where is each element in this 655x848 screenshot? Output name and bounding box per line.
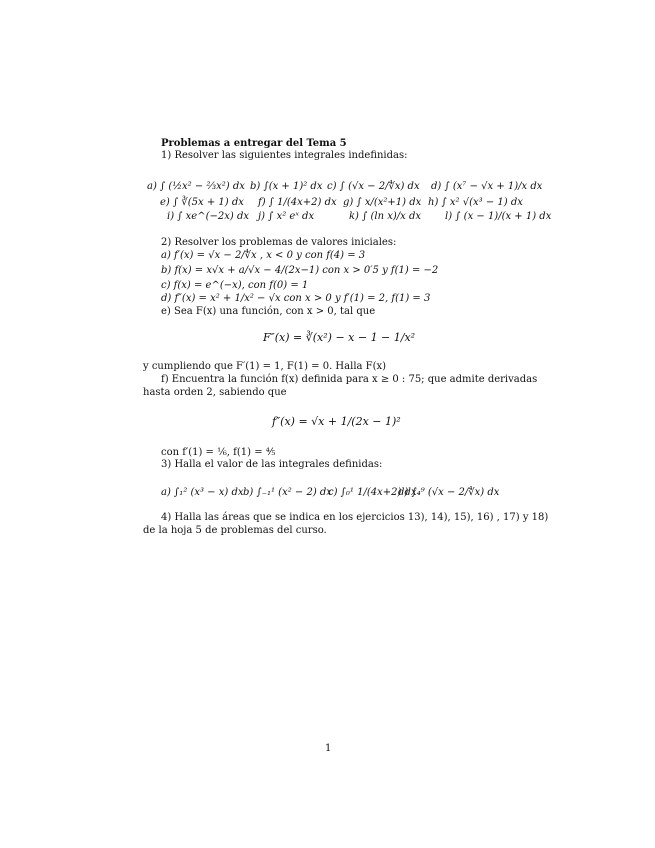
q2-c: c) f(x) = e^(−x), con f(0) = 1 <box>161 280 309 291</box>
q2-b: b) f(x) = x√x + a/√x − 4/(2x−1) con x > 0′5 y f(1) = −2 <box>161 265 439 276</box>
q2-e: e) Sea F(x) una función, con x > 0, tal que <box>161 306 376 317</box>
q2-a: a) f′(x) = √x − 2/∜x , x < 0 y con f(4) = 3 <box>161 250 366 261</box>
q2-e-after: y cumpliendo que F′(1) = 1, F(1) = 0. Halla F(x) <box>143 361 387 372</box>
q2-f-line1: f) Encuentra la función f(x) definida para x ≥ 0 : 75; que admite derivadas <box>161 374 538 385</box>
q1-d: d) ∫ (x⁷ − √x + 1)/x dx <box>431 181 543 192</box>
q2-e-equation: F″(x) = ∛(x²) − x − 1 − 1/x² <box>263 331 416 344</box>
q1-a: a) ∫ (½x² − ⅔x²) dx <box>147 181 245 192</box>
q3-d: d) ∫₄⁹ (√x − 2/∜x) dx <box>398 487 500 498</box>
q1-b: b) ∫(x + 1)² dx <box>250 181 323 192</box>
page-number: 1 <box>325 743 332 754</box>
q2-heading: 2) Resolver los problemas de valores iniciales: <box>161 237 397 248</box>
q1-heading: 1) Resolver las siguientes integrales indefinidas: <box>161 150 408 161</box>
q1-h: h) ∫ x² √(x³ − 1) dx <box>428 197 523 208</box>
q1-l: l) ∫ (x − 1)/(x + 1) dx <box>445 211 552 222</box>
q3-c: c) ∫₀¹ 1/(4x+2) dx <box>328 487 417 498</box>
q1-i: i) ∫ xe^(−2x) dx <box>167 211 250 222</box>
q3-a: a) ∫₁² (x³ − x) dx <box>161 487 244 498</box>
q4-line1: 4) Halla las áreas que se indica en los ejercicios 13), 14), 15), 16) , 17) y 18) <box>161 512 549 523</box>
q1-k: k) ∫ (ln x)/x dx <box>349 211 422 222</box>
q2-f-equation: f″(x) = √x + 1/(2x − 1)² <box>272 415 401 428</box>
q1-g: g) ∫ x/(x²+1) dx <box>343 197 422 208</box>
q2-f-line2: hasta orden 2, sabiendo que <box>143 387 287 398</box>
q1-c: c) ∫ (√x − 2/∜x) dx <box>327 181 420 192</box>
q3-heading: 3) Halla el valor de las integrales definidas: <box>161 459 383 470</box>
q3-b: b) ∫₋₁¹ (x² − 2) dx <box>243 487 332 498</box>
q2-f-after: con f′(1) = ⅙, f(1) = ⅘ <box>161 447 276 458</box>
document-title: Problemas a entregar del Tema 5 <box>161 138 347 149</box>
q1-e: e) ∫ ∛(5x + 1) dx <box>160 197 244 208</box>
q4-line2: de la hoja 5 de problemas del curso. <box>143 525 327 536</box>
q1-f: f) ∫ 1/(4x+2) dx <box>258 197 337 208</box>
q1-j: j) ∫ x² eˣ dx <box>258 211 315 222</box>
q2-d: d) f″(x) = x² + 1/x² − √x con x > 0 y f′(1) = 2, f(1) = 3 <box>161 293 431 304</box>
